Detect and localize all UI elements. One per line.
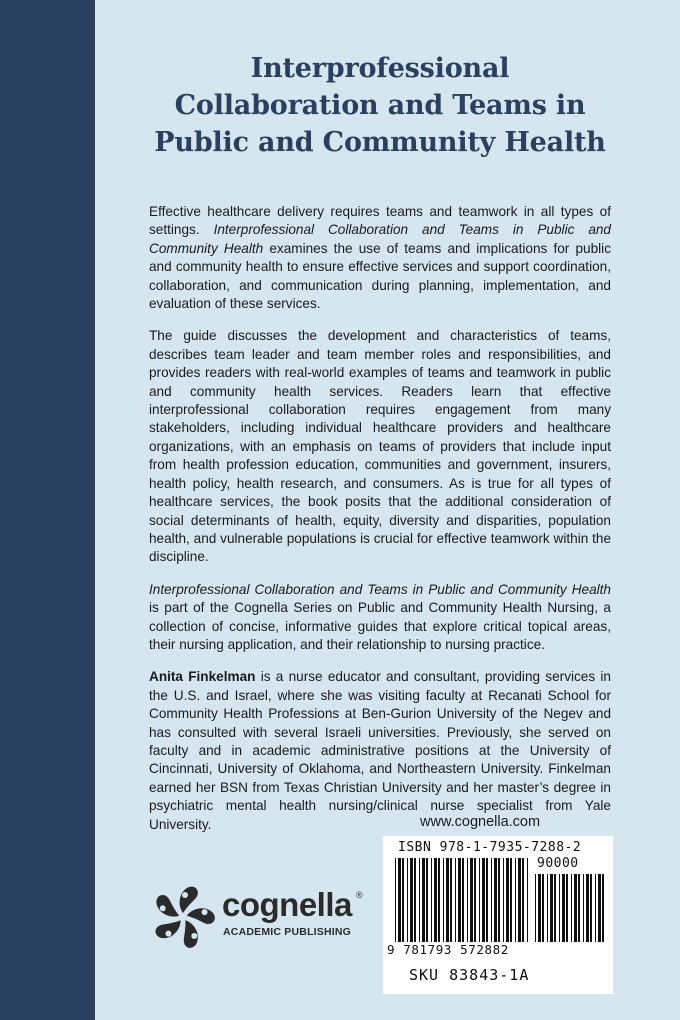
- barcode-bar: [482, 858, 485, 942]
- barcode-bar: [431, 858, 432, 942]
- cognella-pinwheel-icon: [148, 882, 218, 952]
- barcode-bar: [458, 858, 461, 942]
- barcode-bar: [562, 874, 565, 942]
- publisher-website: www.cognella.com: [420, 814, 541, 830]
- barcode-bar: [467, 858, 468, 942]
- barcode-number: 9 781793 572882: [387, 942, 509, 957]
- barcode-bar: [494, 858, 497, 942]
- title-line-3: Public and Community Health: [154, 127, 606, 158]
- barcode-bar: [402, 858, 404, 942]
- barcode-bar: [538, 874, 541, 942]
- barcode-label: [383, 836, 613, 994]
- barcode-bar: [486, 858, 488, 942]
- barcode-bar: [547, 874, 548, 942]
- title-line-1: Interprofessional: [250, 53, 510, 84]
- barcode-bar: [515, 858, 516, 942]
- barcode-bar: [434, 858, 437, 942]
- barcode-bar: [595, 874, 596, 942]
- book-title: [140, 50, 620, 161]
- barcode-bar: [410, 858, 413, 942]
- barcode-bar: [498, 858, 500, 942]
- publisher-tagline: ACADEMIC PUBLISHING: [223, 926, 352, 938]
- barcode-bar: [506, 858, 509, 942]
- barcode-bar: [438, 858, 440, 942]
- publisher-logo: [148, 878, 378, 958]
- barcode-bar: [559, 874, 560, 942]
- barcode-bar: [586, 874, 589, 942]
- barcode-bar: [398, 858, 401, 942]
- barcode-bar: [590, 874, 592, 942]
- author-bio: Anita Finkelman is a nurse educator and consultant, providing services in the U.S. and Israel, where she was visiting faculty at Recanati School for Community Health Professions at Ben-Gurion University of the Negev and has consulted with several Israeli universities. Previously, she served on faculty and in academic administrative positions at the University of Cincinnati, University of Oklahoma, and Northeastern University. Finkelman earned her BSN from Texas Christian University and her master’s degree in psychiatric mental health nursing/clinical nurse specialist from Yale University.: [149, 669, 611, 832]
- barcode-bar: [554, 874, 556, 942]
- barcode-bar: [571, 874, 572, 942]
- price-addon-text: 90000: [537, 856, 579, 871]
- barcode-bar: [419, 858, 420, 942]
- barcode-bar: [522, 858, 524, 942]
- back-cover-description: [149, 203, 611, 848]
- sku-text: SKU 83843-1A: [409, 966, 530, 984]
- barcode-bar: [462, 858, 464, 942]
- barcode-bar: [474, 858, 476, 942]
- registered-mark: ®: [356, 890, 363, 900]
- barcode-bar: [407, 858, 408, 942]
- barcode-bar: [602, 874, 604, 942]
- book-spine: [0, 0, 95, 1020]
- barcode-bar: [443, 858, 444, 942]
- barcode-bar: [566, 874, 568, 942]
- book-title-reference: Interprofessional Collaboration and Teams in Public and Community Health: [149, 581, 611, 597]
- barcode-bar: [583, 874, 584, 942]
- title-line-2: Collaboration and Teams in: [174, 90, 586, 121]
- publisher-name: cognella: [222, 886, 352, 923]
- barcode-bar: [510, 858, 512, 942]
- barcode-bar: [598, 874, 601, 942]
- barcode-bar: [395, 858, 396, 942]
- barcode-bar: [574, 874, 577, 942]
- paragraph-series: Interprofessional Collaboration and Teams in Public and Community Health is part of the Cognella Series on Public and Community Health Nursing, a collection of concise, informative guides that explore critical topical areas, their nursing application, and their relationship to nursing practice.: [149, 581, 611, 652]
- barcode-bar: [446, 858, 449, 942]
- barcode-bar: [527, 858, 528, 942]
- book-title-reference: Interprofessional Collaboration and Teams in Public and Community Health: [149, 222, 611, 256]
- barcode-bar: [450, 858, 452, 942]
- paragraph-guide: The guide discusses the development and characteristics of teams, describes team leader and team member roles and responsibilities, and provides readers with real-world examples of teams and teamwork in public and community health services. Readers learn that effective interprofessional collaboration requires engagement from many stakeholders, including individual healthcare providers and healthcare organizations, with an emphasis on teams of providers that include input from health profession education, communities and government, insurers, health policy, health research, and consumers. As is true for all types of healthcare services, the book posits that the additional consideration of social determinants of health, equity, diversity and disparities, population health, and vulnerable populations is crucial for effective teamwork within the discipline.: [149, 328, 611, 565]
- barcode-bar: [542, 874, 544, 942]
- barcode-bar: [414, 858, 416, 942]
- barcode-bar: [503, 858, 504, 942]
- barcode-bar: [535, 874, 536, 942]
- isbn-text: ISBN 978-1-7935-7288-2: [398, 840, 582, 855]
- barcode-bar: [426, 858, 428, 942]
- barcode-bar: [578, 874, 580, 942]
- barcode-bar: [470, 858, 473, 942]
- barcode-bar: [455, 858, 456, 942]
- paragraph-intro: Effective healthcare delivery requires teams and teamwork in all types of settings. Interprofessional Collaboration and Teams in Public and Community Health examines the use of teams and implications for public and community health to ensure effective services and support coordination, collaboration, and communication during planning, implementation, and evaluation of these services.: [149, 204, 611, 312]
- barcode-bar: [479, 858, 480, 942]
- barcode-bar: [518, 858, 521, 942]
- author-name: Anita Finkelman: [149, 669, 256, 685]
- barcode-bar: [550, 874, 553, 942]
- barcode-bar: [422, 858, 425, 942]
- barcode-bar: [491, 858, 492, 942]
